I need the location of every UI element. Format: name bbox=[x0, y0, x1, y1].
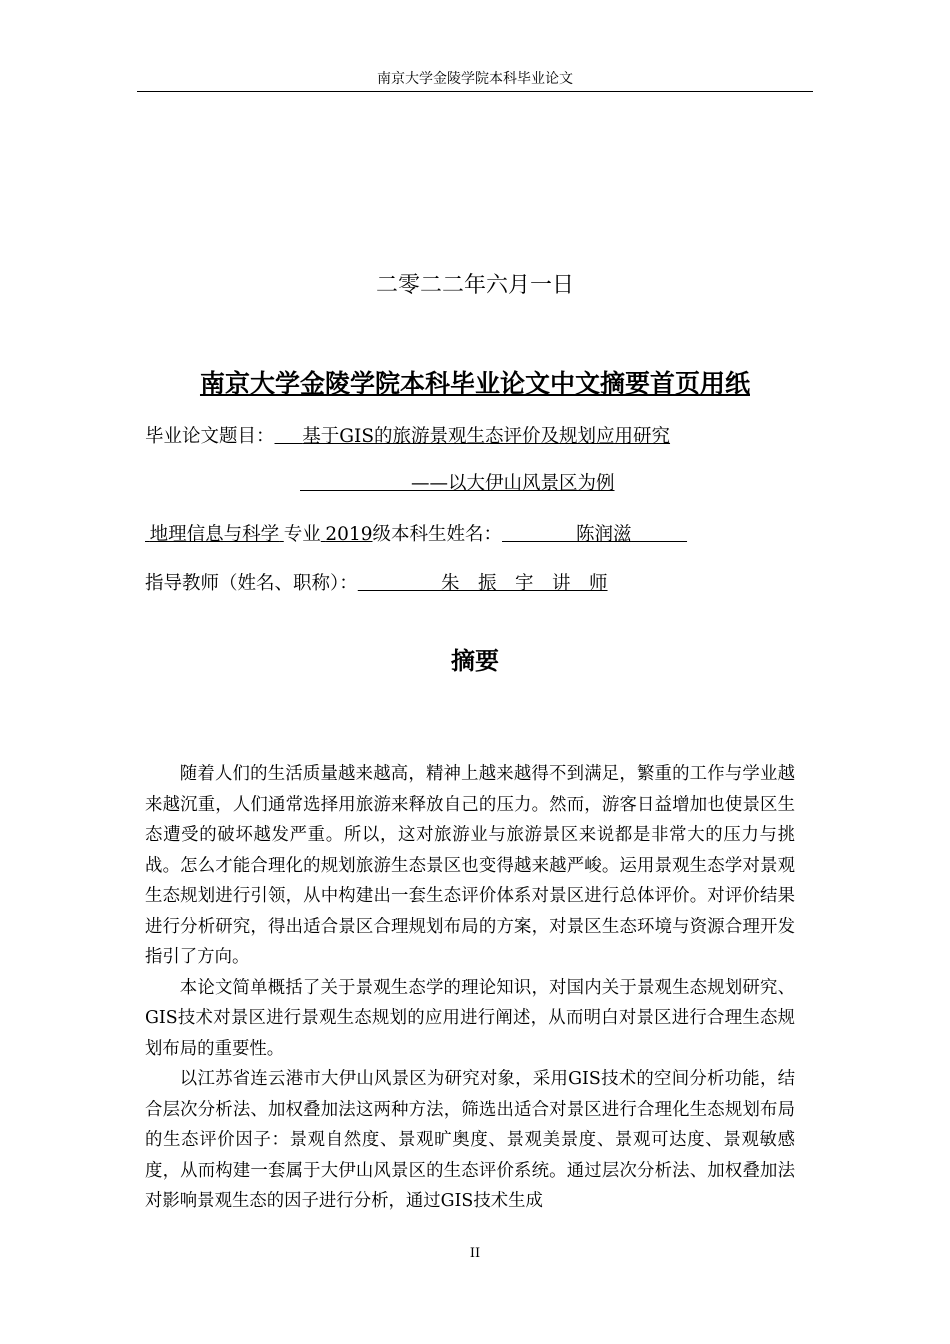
thesis-title-line1: 基于GIS的旅游景观生态评价及规划应用研究 bbox=[302, 426, 671, 447]
abstract-title: 摘要 bbox=[451, 647, 499, 675]
grade-label: 级本科生姓名： bbox=[372, 524, 503, 545]
grade-value: 2019 bbox=[325, 524, 373, 545]
thesis-title-row bbox=[145, 424, 670, 450]
thesis-title-line2: ——以大伊山风景区为例 bbox=[411, 473, 615, 494]
advisor-value: 朱 振 宇 讲 师 bbox=[441, 573, 608, 594]
major-label: 专业 bbox=[283, 524, 321, 545]
abstract-paragraph-1: 随着人们的生活质量越来越高，精神上越来越得不到满足，繁重的工作与学业越来越沉重，人们通常选择用旅游来释放自己的压力。然而，游客日益增加也使景区生态遭受的破坏越发严重。所以，这对旅游业与旅游景区来说都是非常大的压力与挑战。怎么才能合理化的规划旅游生态景区也变得越来越严峻。运用景观生态学对景观生态规划进行引领，从中构建出一套生态评价体系对景区进行总体评价。对评价结果进行分析研究，得出适合景区合理规划布局的方案，对景区生态环境与资源合理开发指引了方向。 bbox=[145, 764, 795, 967]
date-line: 二零二二年六月一日 bbox=[375, 273, 574, 298]
document-title: 南京大学金陵学院本科毕业论文中文摘要首页用纸 bbox=[199, 369, 750, 398]
abstract-body bbox=[145, 759, 795, 1217]
thesis-title-label: 毕业论文题目： bbox=[145, 426, 275, 447]
advisor-row bbox=[145, 571, 608, 597]
advisor-label: 指导教师（姓名、职称）： bbox=[145, 573, 358, 594]
abstract-paragraph-2: 本论文简单概括了关于景观生态学的理论知识，对国内关于景观生态规划研究、GIS技术对景区进行景观生态规划的应用进行阐述，从而明白对景区进行合理生态规划布局的重要性。 bbox=[145, 977, 795, 1059]
student-name-value: 陈润滋 bbox=[576, 524, 632, 545]
page-number: II bbox=[469, 1246, 481, 1261]
major-value: 地理信息与科学 bbox=[149, 524, 280, 545]
student-info-row bbox=[145, 522, 687, 548]
abstract-paragraph-3: 以江苏省连云港市大伊山风景区为研究对象，采用GIS技术的空间分析功能，结合层次分析法、加权叠加法这两种方法，筛选出适合对景区进行合理化生态规划布局的生态评价因子：景观自然度、景观旷奥度、景观美景度、景观可达度、景观敏感度，从而构建一套属于大伊山风景区的生态评价系统。通过层次分析法、加权叠加法对影响景观生态的因子进行分析，通过GIS技术生成 bbox=[145, 1069, 795, 1211]
thesis-subtitle-row bbox=[300, 471, 615, 497]
running-header: 南京大学金陵学院本科毕业论文 bbox=[377, 71, 573, 87]
header-rule bbox=[137, 91, 813, 92]
